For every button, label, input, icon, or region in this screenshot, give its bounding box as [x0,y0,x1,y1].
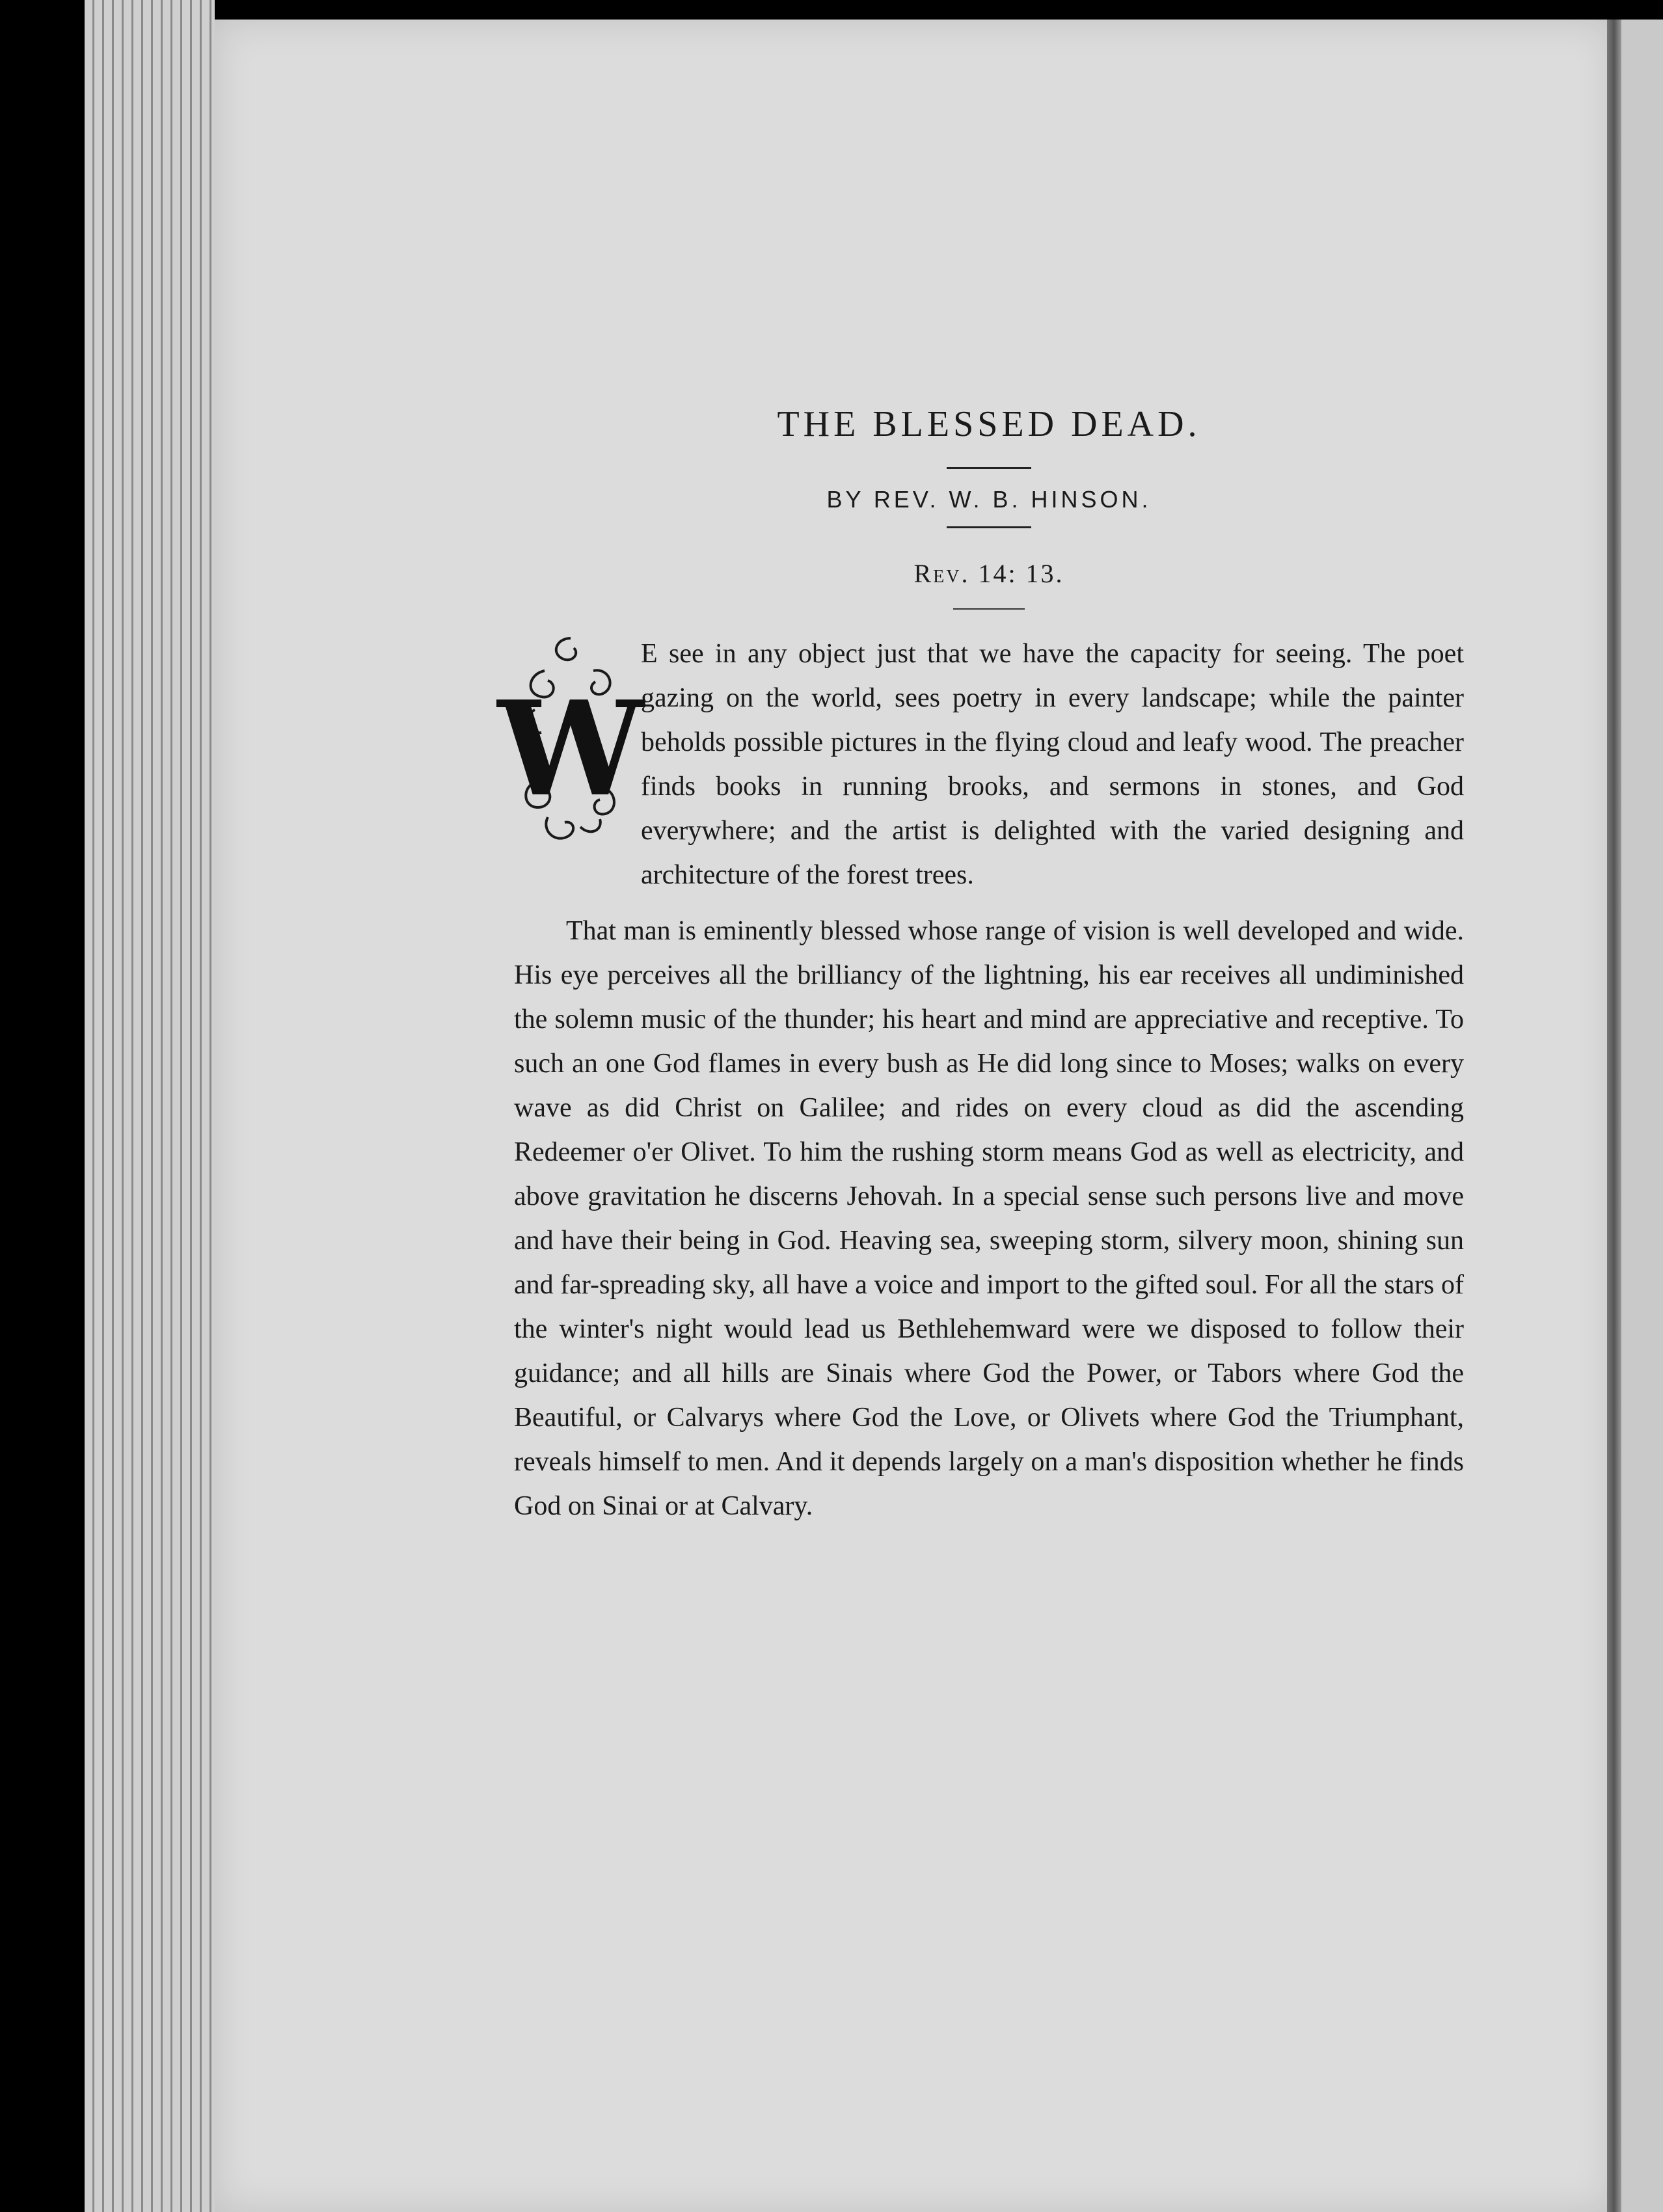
article [497,403,1464,1540]
paragraph-2: That man is eminently blessed whose range of vision is well developed and wide. His eye perceives all the brilliancy of the lightning, his ear receives all undiminished the solemn music of the thunder; his heart and mind are appreciative and receptive. To such an one God flames in every bush as He did long since to Moses; walks on every wave as did Christ on Galilee; and rides on every cloud as did the ascending Redeemer o'er Olivet. To him the rushing storm means God as well as electricity, and above gravitation he discerns Jehovah. In a special sense such persons live and move and have their being in God. Heaving sea, sweeping storm, silvery moon, shining sun and far-spreading sky, all have a voice and import to the gifted soul. For all the stars of the winter's night would lead us Bethlehemward were we disposed to follow their guidance; and all hills are Sinais where God the Power, or Tabors where God the Beautiful, or Calvarys where God the Love, or Olivets where God the Triumphant, reveals himself to men. And it depends largely on a man's disposition whether he finds God on Sinai or at Calvary. [514,916,1464,1521]
dropcap-letter: W [497,673,644,826]
title-divider [947,467,1031,469]
ornament-flourish-icon [497,632,644,856]
article-body [497,632,1464,1528]
book-binding [1607,20,1621,2212]
scripture-reference: Rev. 14: 13. [913,559,1064,588]
article-title: THE BLESSED DEAD. [777,404,1201,444]
article-byline: BY REV. W. B. HINSON. [826,486,1152,513]
byline-divider [947,526,1031,528]
ornamental-dropcap [497,632,644,856]
scripture-divider [953,608,1025,610]
stacked-page-edges [85,0,215,2212]
facing-page-edge [1621,20,1663,2212]
paragraph-1: E see in any object just that we have the capacity for seeing. The poet gazing on the world, sees poetry in every landscape; while the painter beholds possible pictures in the flying cloud and leafy wood. The preacher finds books in running brooks, and sermons in stones, and God everywhere; and the artist is delighted with the varied designing and architecture of the forest trees. [641,639,1464,890]
